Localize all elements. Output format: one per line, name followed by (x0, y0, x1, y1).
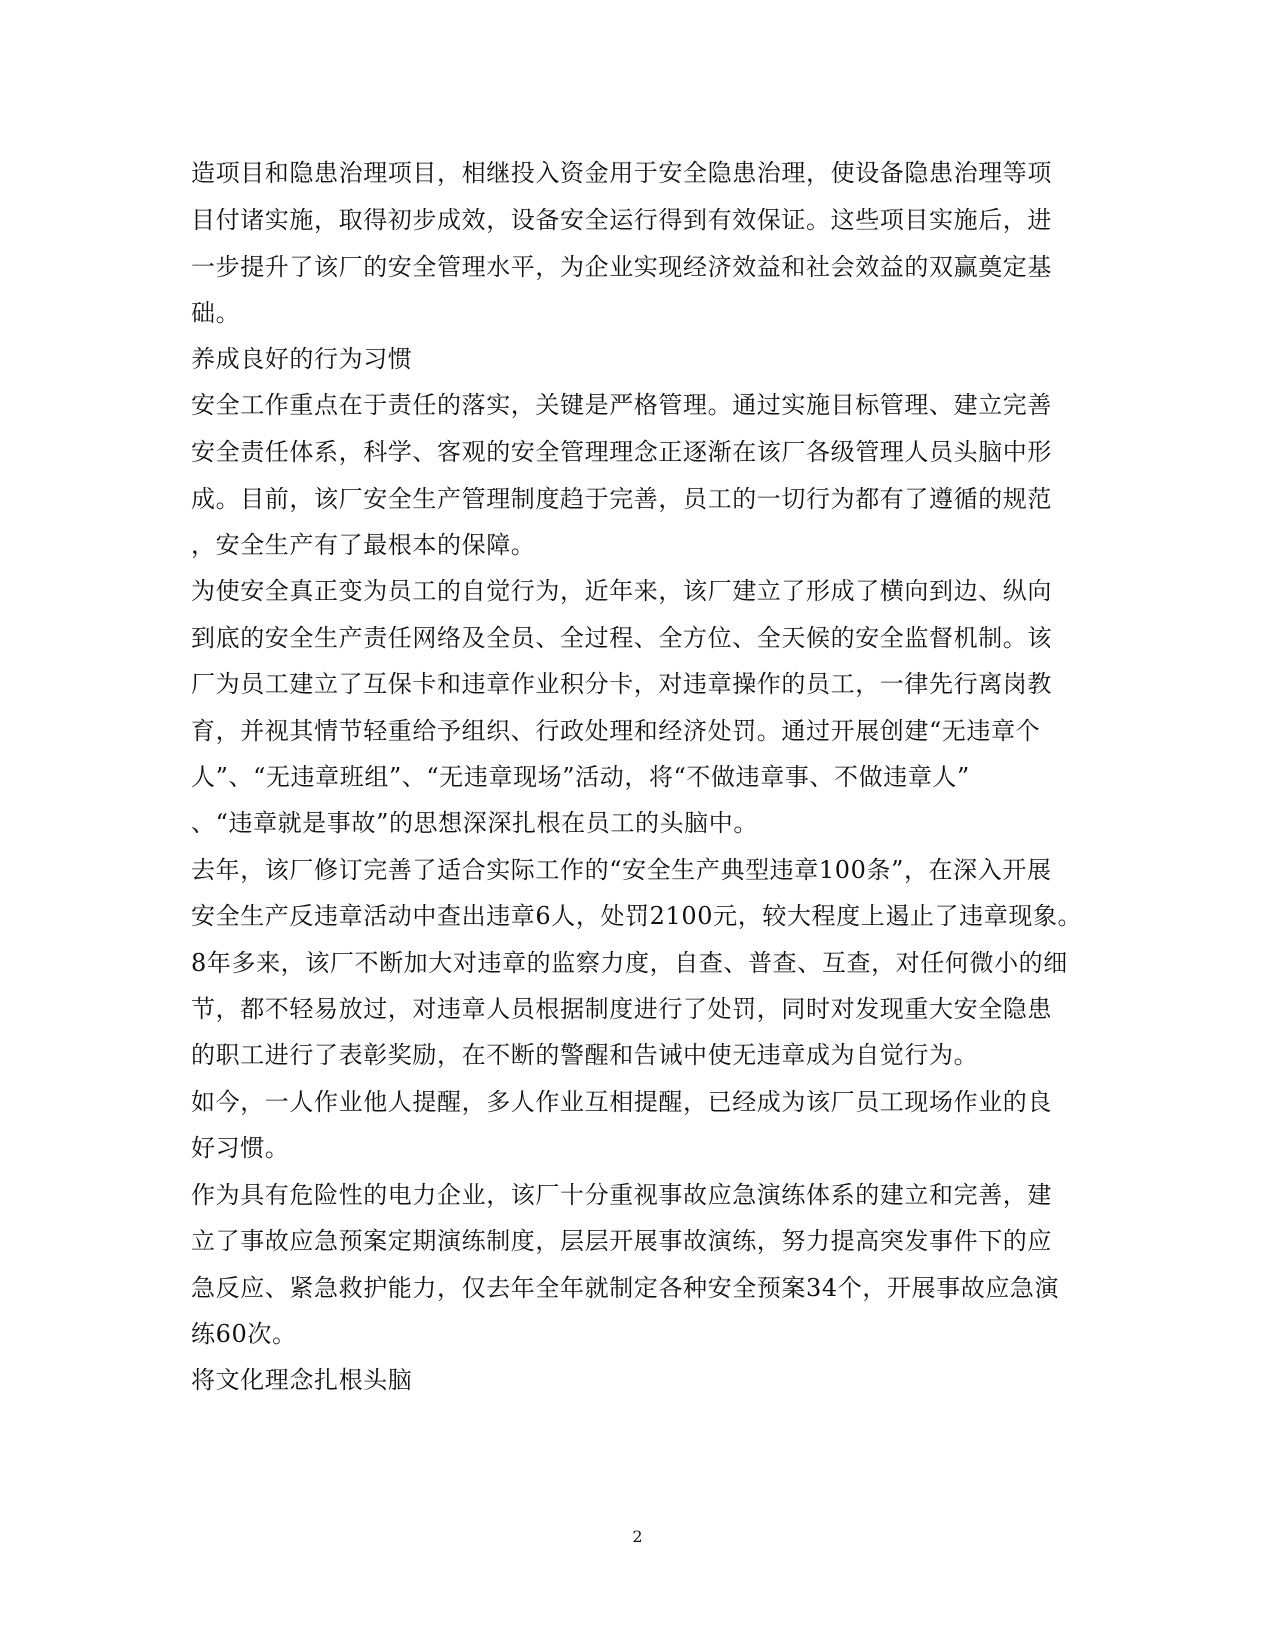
text-line: 育，并视其情节轻重给予组织、行政处理和经济处罚。通过开展创建“无违章个 (191, 717, 1041, 745)
text-line: 为使安全真正变为员工的自觉行为，近年来，该厂建立了形成了横向到边、纵向 (191, 577, 1052, 605)
text-line: 厂为员工建立了互保卡和违章作业积分卡，对违章操作的员工，一律先行离岗教 (191, 670, 1052, 698)
text-line: 8年多来，该厂不断加大对违章的监察力度，自查、普查、互查，对任何微小的细 (191, 949, 1068, 977)
text-line: 到底的安全生产责任网络及全员、全过程、全方位、全天候的安全监督机制。该 (191, 624, 1052, 652)
text-line: 人”、“无违章班组”、“无违章现场”活动，将“不做违章事、不做违章人” (191, 763, 970, 791)
text-line: 好习惯。 (191, 1134, 290, 1162)
text-line: ，安全生产有了最根本的保障。 (191, 531, 536, 559)
text-line: 安全责任体系，科学、客观的安全管理理念正逐渐在该厂各级管理人员头脑中形 (191, 438, 1052, 466)
text-line: 造项目和隐患治理项目，相继投入资金用于安全隐患治理，使设备隐患治理等项 (191, 159, 1052, 187)
text-line: 练60次。 (191, 1320, 297, 1348)
text-line: 成。目前，该厂安全生产管理制度趋于完善，员工的一切行为都有了遵循的规范 (191, 485, 1052, 513)
text-line: 础。 (191, 299, 241, 327)
text-line: 的职工进行了表彰奖励，在不断的警醒和告诫中使无违章成为自觉行为。 (191, 1041, 979, 1069)
section-heading: 养成良好的行为习惯 (191, 345, 413, 373)
text-line: 目付诸实施，取得初步成效，设备安全运行得到有效保证。这些项目实施后，进 (191, 206, 1052, 234)
text-line: 作为具有危险性的电力企业，该厂十分重视事故应急演练体系的建立和完善，建 (191, 1181, 1052, 1209)
text-line: 、“违章就是事故”的思想深深扎根在员工的头脑中。 (191, 809, 758, 837)
text-line: 去年，该厂修订完善了适合实际工作的“安全生产典型违章100条”，在深入开展 (191, 856, 1052, 884)
text-line: 安全生产反违章活动中查出违章6人，处罚2100元，较大程度上遏止了违章现象。 (191, 902, 1083, 930)
text-line: 立了事故应急预案定期演练制度，层层开展事故演练，努力提高突发事件下的应 (191, 1227, 1052, 1255)
text-line: 安全工作重点在于责任的落实，关键是严格管理。通过实施目标管理、建立完善 (191, 391, 1052, 419)
section-heading: 将文化理念扎根头脑 (191, 1366, 413, 1394)
page-number: 2 (632, 1527, 643, 1546)
text-line: 如今，一人作业他人提醒，多人作业互相提醒，已经成为该厂员工现场作业的良 (191, 1088, 1052, 1116)
text-line: 急反应、紧急救护能力，仅去年全年就制定各种安全预案34个，开展事故应急演 (191, 1274, 1060, 1302)
text-line: 一步提升了该厂的安全管理水平，为企业实现经济效益和社会效益的双赢奠定基 (191, 253, 1052, 281)
text-line: 节，都不轻易放过，对违章人员根据制度进行了处罚，同时对发现重大安全隐患 (191, 995, 1052, 1023)
